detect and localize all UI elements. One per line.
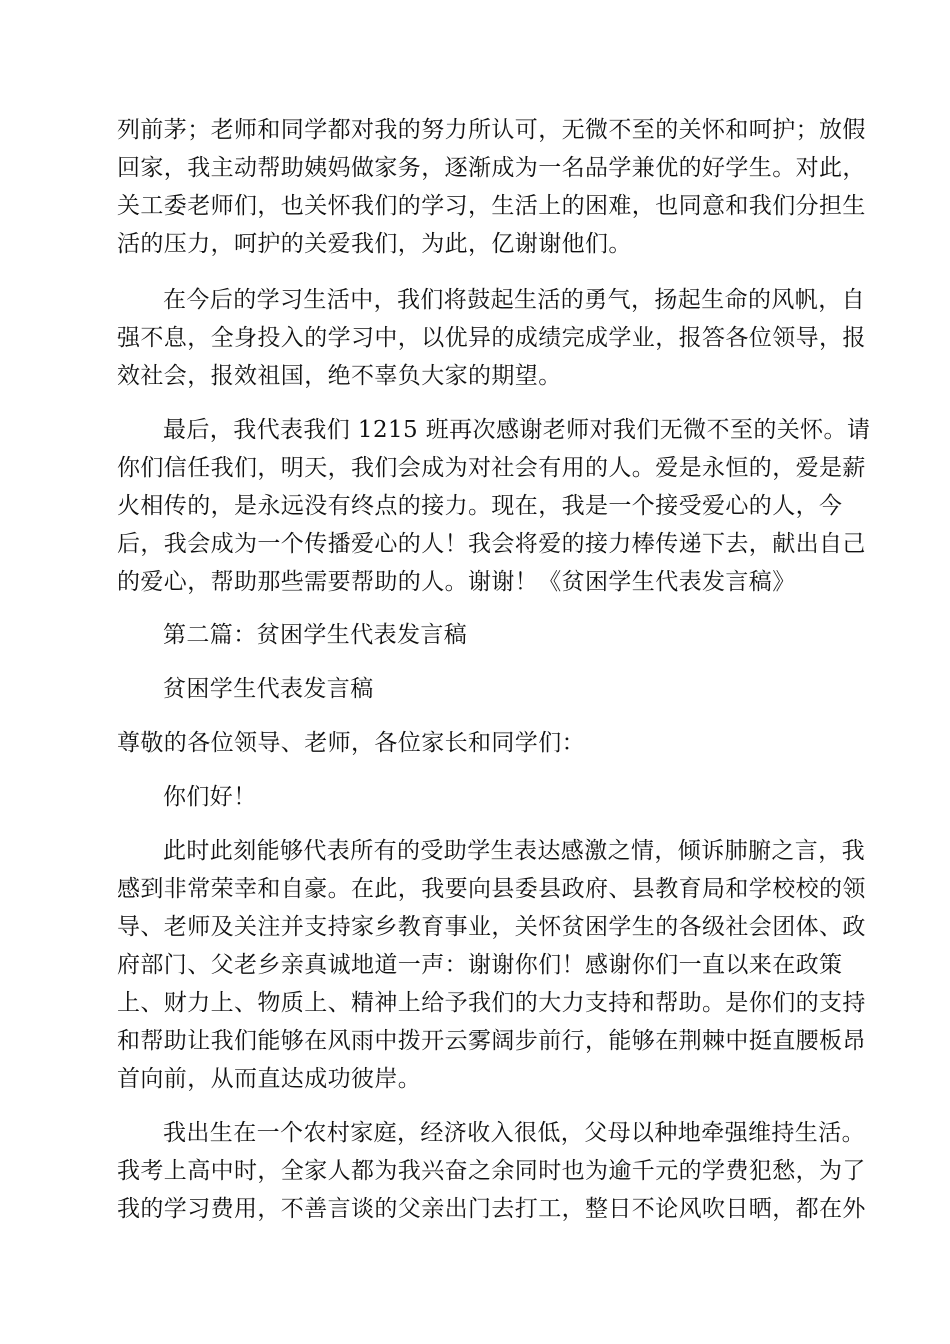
text-line: 关工委老师们，也关怀我们的学习，生活上的困难，也同意和我们分担生 [117, 193, 866, 219]
paragraph [117, 832, 866, 1098]
salutation [117, 724, 833, 762]
text-line: 和帮助让我们能够在风雨中拨开云雾阔步前行，能够在荆棘中挺直腰板昂 [117, 1028, 866, 1054]
text-line: 导、老师及关注并支持家乡教育事业，关怀贫困学生的各级社会团体、政 [117, 914, 866, 940]
text-line: 列前茅；老师和同学都对我的努力所认可，无微不至的关怀和呵护；放假 [117, 117, 866, 143]
text-line: 你们信任我们，明天，我们会成为对社会有用的人。爱是永恒的，爱是薪 [117, 455, 866, 481]
text-line: 效社会，报效祖国，绝不辜负大家的期望。 [117, 363, 562, 389]
text-line: 此时此刻能够代表所有的受助学生表达感激之情，倾诉肺腑之言，我 [163, 838, 865, 864]
text-line: 的爱心，帮助那些需要帮助的人。谢谢！《贫困学生代表发言稿》 [117, 569, 796, 595]
greeting [117, 778, 833, 816]
text-line: 第二篇：贫困学生代表发言稿 [163, 622, 468, 648]
speech-title [117, 670, 833, 708]
text-line: 在今后的学习生活中，我们将鼓起生活的勇气，扬起生命的风帆，自 [163, 287, 865, 313]
paragraph [117, 111, 866, 263]
section-heading [117, 616, 833, 654]
paragraph [117, 281, 866, 395]
text-line: 我出生在一个农村家庭，经济收入很低，父母以种地牵强维持生活。 [163, 1120, 865, 1146]
text-line: 最后，我代表我们 1215 班再次感谢老师对我们无微不至的关怀。请 [163, 417, 871, 443]
text-line: 你们好！ [163, 784, 257, 810]
text-line: 上、财力上、物质上、精神上给予我们的大力支持和帮助。是你们的支持 [117, 990, 866, 1016]
paragraph [117, 1114, 866, 1228]
text-line: 强不息，全身投入的学习中，以优异的成绩完成学业，报答各位领导，报 [117, 325, 866, 351]
text-line: 感到非常荣幸和自豪。在此，我要向县委县政府、县教育局和学校校的领 [117, 876, 866, 902]
text-line: 火相传的，是永远没有终点的接力。现在，我是一个接受爱心的人，今 [117, 493, 843, 519]
text-line: 尊敬的各位领导、老师，各位家长和同学们： [117, 730, 585, 756]
text-line: 我的学习费用，不善言谈的父亲出门去打工，整日不论风吹日晒，都在外 [117, 1196, 866, 1222]
text-line: 府部门、父老乡亲真诚地道一声：谢谢你们！感谢你们一直以来在政策 [117, 952, 843, 978]
text-line: 后，我会成为一个传播爱心的人！我会将爱的接力棒传递下去，献出自己 [117, 531, 866, 557]
text-line: 首向前，从而直达成功彼岸。 [117, 1066, 422, 1092]
text-line: 我考上高中时，全家人都为我兴奋之余同时也为逾千元的学费犯愁，为了 [117, 1158, 866, 1184]
paragraph [117, 411, 871, 601]
text-line: 活的压力，呵护的关爱我们，为此，亿谢谢他们。 [117, 231, 632, 257]
text-line: 贫困学生代表发言稿 [163, 676, 374, 702]
text-line: 回家，我主动帮助姨妈做家务，逐渐成为一名品学兼优的好学生。对此， [117, 155, 866, 181]
